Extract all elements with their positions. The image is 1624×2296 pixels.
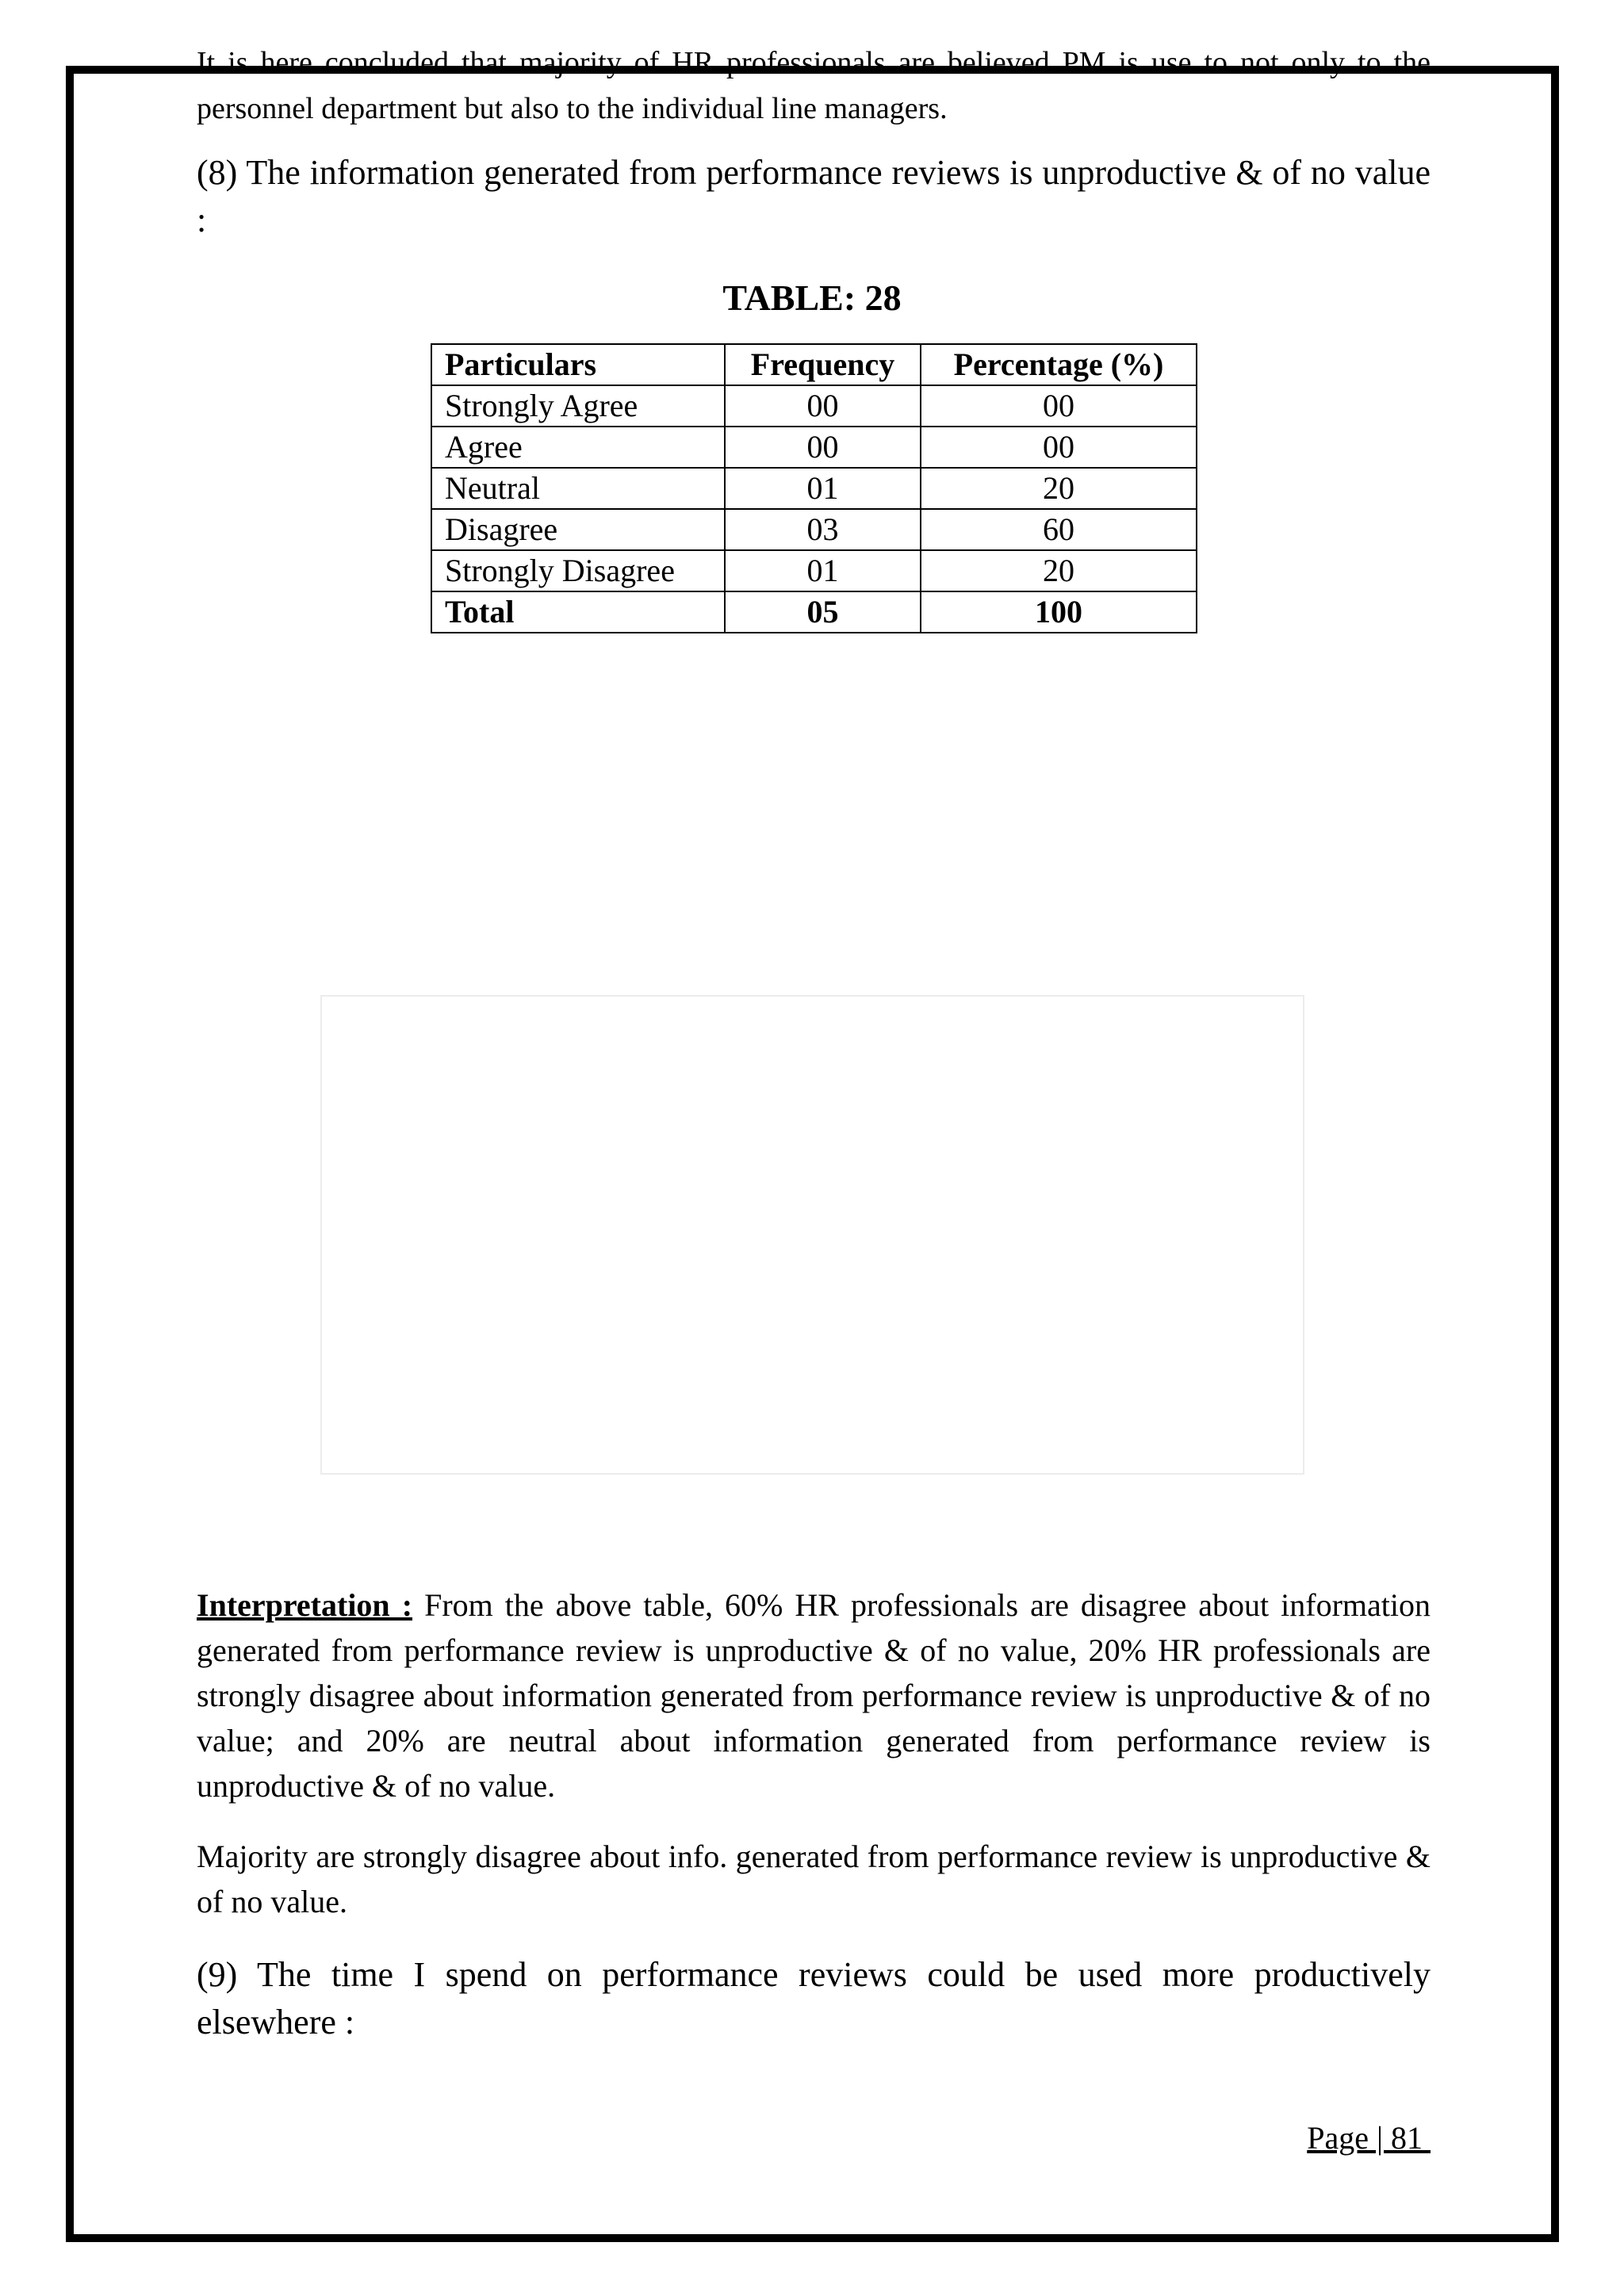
cell-frequency: 00 bbox=[725, 427, 921, 468]
cell-particular: Strongly Agree bbox=[431, 385, 725, 427]
cell-particular: Strongly Disagree bbox=[431, 550, 725, 591]
cell-particular: Disagree bbox=[431, 509, 725, 550]
cell-total-frequency: 05 bbox=[725, 591, 921, 633]
interpretation-paragraph bbox=[197, 1582, 1431, 1808]
table-row bbox=[431, 385, 1197, 427]
cell-total-percentage: 100 bbox=[921, 591, 1197, 633]
interpretation-text: From the above table, 60% HR professionals are disagree about information generated from performance review is unproductive & of no value, 20% HR professionals are strongly disagree about information generated from performance review is unproductive & of no value; and 20% are neutral about information generated from performance review is unproductive & of no value. bbox=[197, 1587, 1431, 1804]
cell-percentage: 20 bbox=[921, 550, 1197, 591]
cell-percentage: 00 bbox=[921, 385, 1197, 427]
header-percentage: Percentage (%) bbox=[921, 344, 1197, 385]
table-header-row bbox=[431, 344, 1197, 385]
table-title: TABLE: 28 bbox=[722, 277, 902, 318]
header-particulars: Particulars bbox=[431, 344, 725, 385]
cell-percentage: 00 bbox=[921, 427, 1197, 468]
cell-particular: Agree bbox=[431, 427, 725, 468]
cell-particular: Neutral bbox=[431, 468, 725, 509]
interpretation-label: Interpretation : bbox=[197, 1587, 413, 1623]
table-row bbox=[431, 509, 1197, 550]
intro-paragraph: It is here concluded that majority of HR professionals are believed PM is use to not only to the personnel department but also to the individual line managers. bbox=[197, 46, 1431, 125]
cell-percentage: 60 bbox=[921, 509, 1197, 550]
cell-frequency: 01 bbox=[725, 550, 921, 591]
cell-frequency: 01 bbox=[725, 468, 921, 509]
cell-total-label: Total bbox=[431, 591, 725, 633]
page-number: Page | 81 bbox=[1307, 2120, 1431, 2156]
header-frequency: Frequency bbox=[725, 344, 921, 385]
cell-percentage: 20 bbox=[921, 468, 1197, 509]
chart-placeholder bbox=[320, 995, 1304, 1475]
question-8-heading: (8) The information generated from performance reviews is unproductive & of no value : bbox=[197, 153, 1431, 239]
cell-frequency: 00 bbox=[725, 385, 921, 427]
table-row bbox=[431, 427, 1197, 468]
question-9-heading: (9) The time I spend on performance reviews could be used more productively elsewhere : bbox=[197, 1955, 1431, 2042]
majority-paragraph: Majority are strongly disagree about info. generated from performance review is unproductive & of no value. bbox=[197, 1839, 1431, 1919]
table-row bbox=[431, 468, 1197, 509]
data-table bbox=[431, 343, 1197, 633]
table-row bbox=[431, 550, 1197, 591]
cell-frequency: 03 bbox=[725, 509, 921, 550]
table-total-row bbox=[431, 591, 1197, 633]
